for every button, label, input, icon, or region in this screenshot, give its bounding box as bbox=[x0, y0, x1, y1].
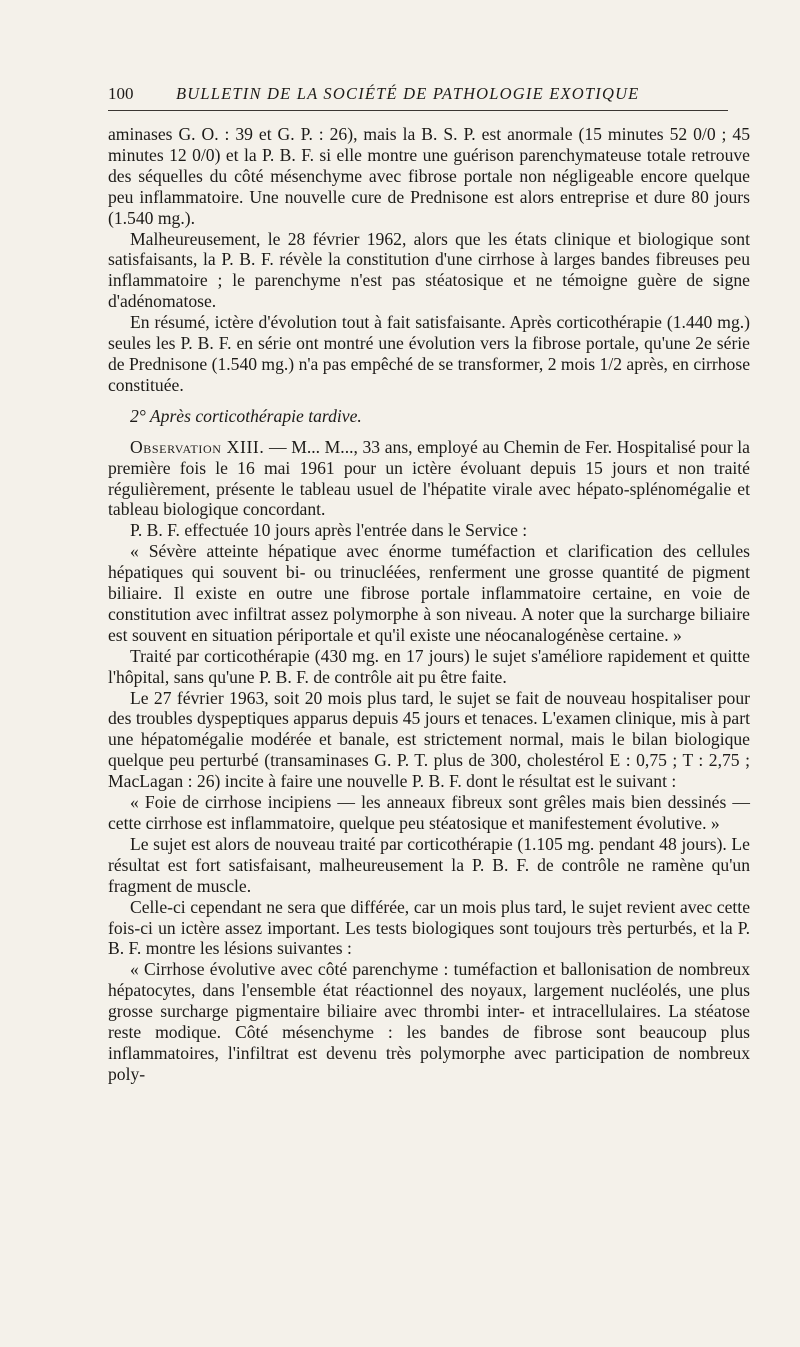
section-subheading: 2° Après corticothérapie tardive. bbox=[130, 405, 362, 426]
paragraph-10: Le sujet est alors de nouveau traité par corticothérapie (1.105 mg. pendant 48 jours). Le résultat est fort satisfaisant, malheureusement la P. B. F. de contrôle ne ramène qu'un fragment de muscle. bbox=[108, 833, 750, 896]
paragraph-6: « Sévère atteinte hépatique avec énorme tuméfaction et clarification des cellules hépatiques qui souvent bi- ou trinucléées, renferment une grosse quantité de pigment biliaire. Il existe en outre une fibrose portale inflammatoire certaine, en voie de constitution avec infiltrat assez polymorphe à son niveau. A noter que la surcharge biliaire est souvent en situation périportale et qu'il existe une néocanalogénèse certaine. » bbox=[108, 541, 750, 645]
running-title: BULLETIN DE LA SOCIÉTÉ DE PATHOLOGIE EXOTIQUE bbox=[176, 84, 640, 103]
page-header bbox=[108, 84, 730, 108]
paragraph-9: « Foie de cirrhose incipiens — les anneaux fibreux sont grêles mais bien dessinés — cette cirrhose est inflammatoire, quelque peu stéatosique et manifestement évolutive. » bbox=[108, 792, 750, 833]
paragraph-8: Le 27 février 1963, soit 20 mois plus tard, le sujet se fait de nouveau hospitaliser pour des troubles dyspeptiques apparus depuis 45 jours et tenaces. L'examen clinique, mis à part une hépatomégalie modérée et banale, est strictement normal, mais le bilan biologique quelque peu perturbé (transaminases G. P. T. plus de 300, cholestérol E : 0,75 ; T : 2,75 ; MacLagan : 26) incite à faire une nouvelle P. B. F. dont le résultat est le suivant : bbox=[108, 687, 750, 792]
header-rule bbox=[108, 110, 728, 111]
paragraph-3: En résumé, ictère d'évolution tout à fait satisfaisante. Après corticothérapie (1.440 mg.) seules les P. B. F. en série ont montré une évolution vers la fibrose portale, qu'une 2e série de Prednisone (1.540 mg.) n'a pas empêché de se transformer, 2 mois 1/2 après, en cirrhose constituée. bbox=[108, 312, 750, 395]
paragraph-1: aminases G. O. : 39 et G. P. : 26), mais la B. S. P. est anormale (15 minutes 52 0/0 ; 45 minutes 12 0/0) et la P. B. F. si elle montre une guérison parenchymateuse totale retrouve des séquelles du côté mésenchyme avec fibrose portale non négligeable encore quelque peu inflammatoire. Une nouvelle cure de Prednisone est alors entreprise et dure 80 jours (1.540 mg.). bbox=[108, 124, 750, 228]
observation-label: Observation XIII. bbox=[130, 436, 265, 457]
observation-text: — M... M..., 33 ans, employé au Chemin de Fer. Hospitalisé pour la première fois le 16 mai 1961 pour un ictère évoluant depuis 15 jours et non traité régulièrement, présente le tableau usuel de l'hépatite virale avec hépato-splénomégalie et tableau biologique concordant. bbox=[108, 436, 750, 520]
paragraph-12: « Cirrhose évolutive avec côté parenchyme : tuméfaction et ballonisation de nombreux hépatocytes, dans l'ensemble état réactionnel des noyaux, largement nucléolés, une plus grosse surcharge pigmentaire biliaire avec thrombi inter- et intracellulaires. La stéatose reste modique. Côté mésenchyme : les bandes de fibrose sont beaucoup plus inflammatoires, l'infiltrat est devenu très polymorphe avec participation de nombreux poly- bbox=[108, 959, 750, 1084]
paragraph-2: Malheureusement, le 28 février 1962, alors que les états clinique et biologique sont satisfaisants, la P. B. F. révèle la constitution d'une cirrhose à larges bandes fibreuses peu inflammatoire ; le parenchyme n'est pas stéatosique et ne témoigne guère de signe d'adénomatose. bbox=[108, 228, 750, 312]
body-text bbox=[108, 124, 750, 1085]
paragraph-7: Traité par corticothérapie (430 mg. en 17 jours) le sujet s'améliore rapidement et quitte l'hôpital, sans qu'une P. B. F. de contrôle ait pu être faite. bbox=[108, 645, 750, 687]
paragraph-5: P. B. F. effectuée 10 jours après l'entrée dans le Service : bbox=[130, 520, 528, 541]
paragraph-11: Celle-ci cependant ne sera que différée, car un mois plus tard, le sujet revient avec cette fois-ci un ictère assez important. Les tests biologiques sont toujours très perturbés, et la P. B. F. montre les lésions suivantes : bbox=[108, 896, 750, 959]
page-number: 100 bbox=[108, 84, 134, 103]
observation-paragraph bbox=[108, 437, 750, 521]
